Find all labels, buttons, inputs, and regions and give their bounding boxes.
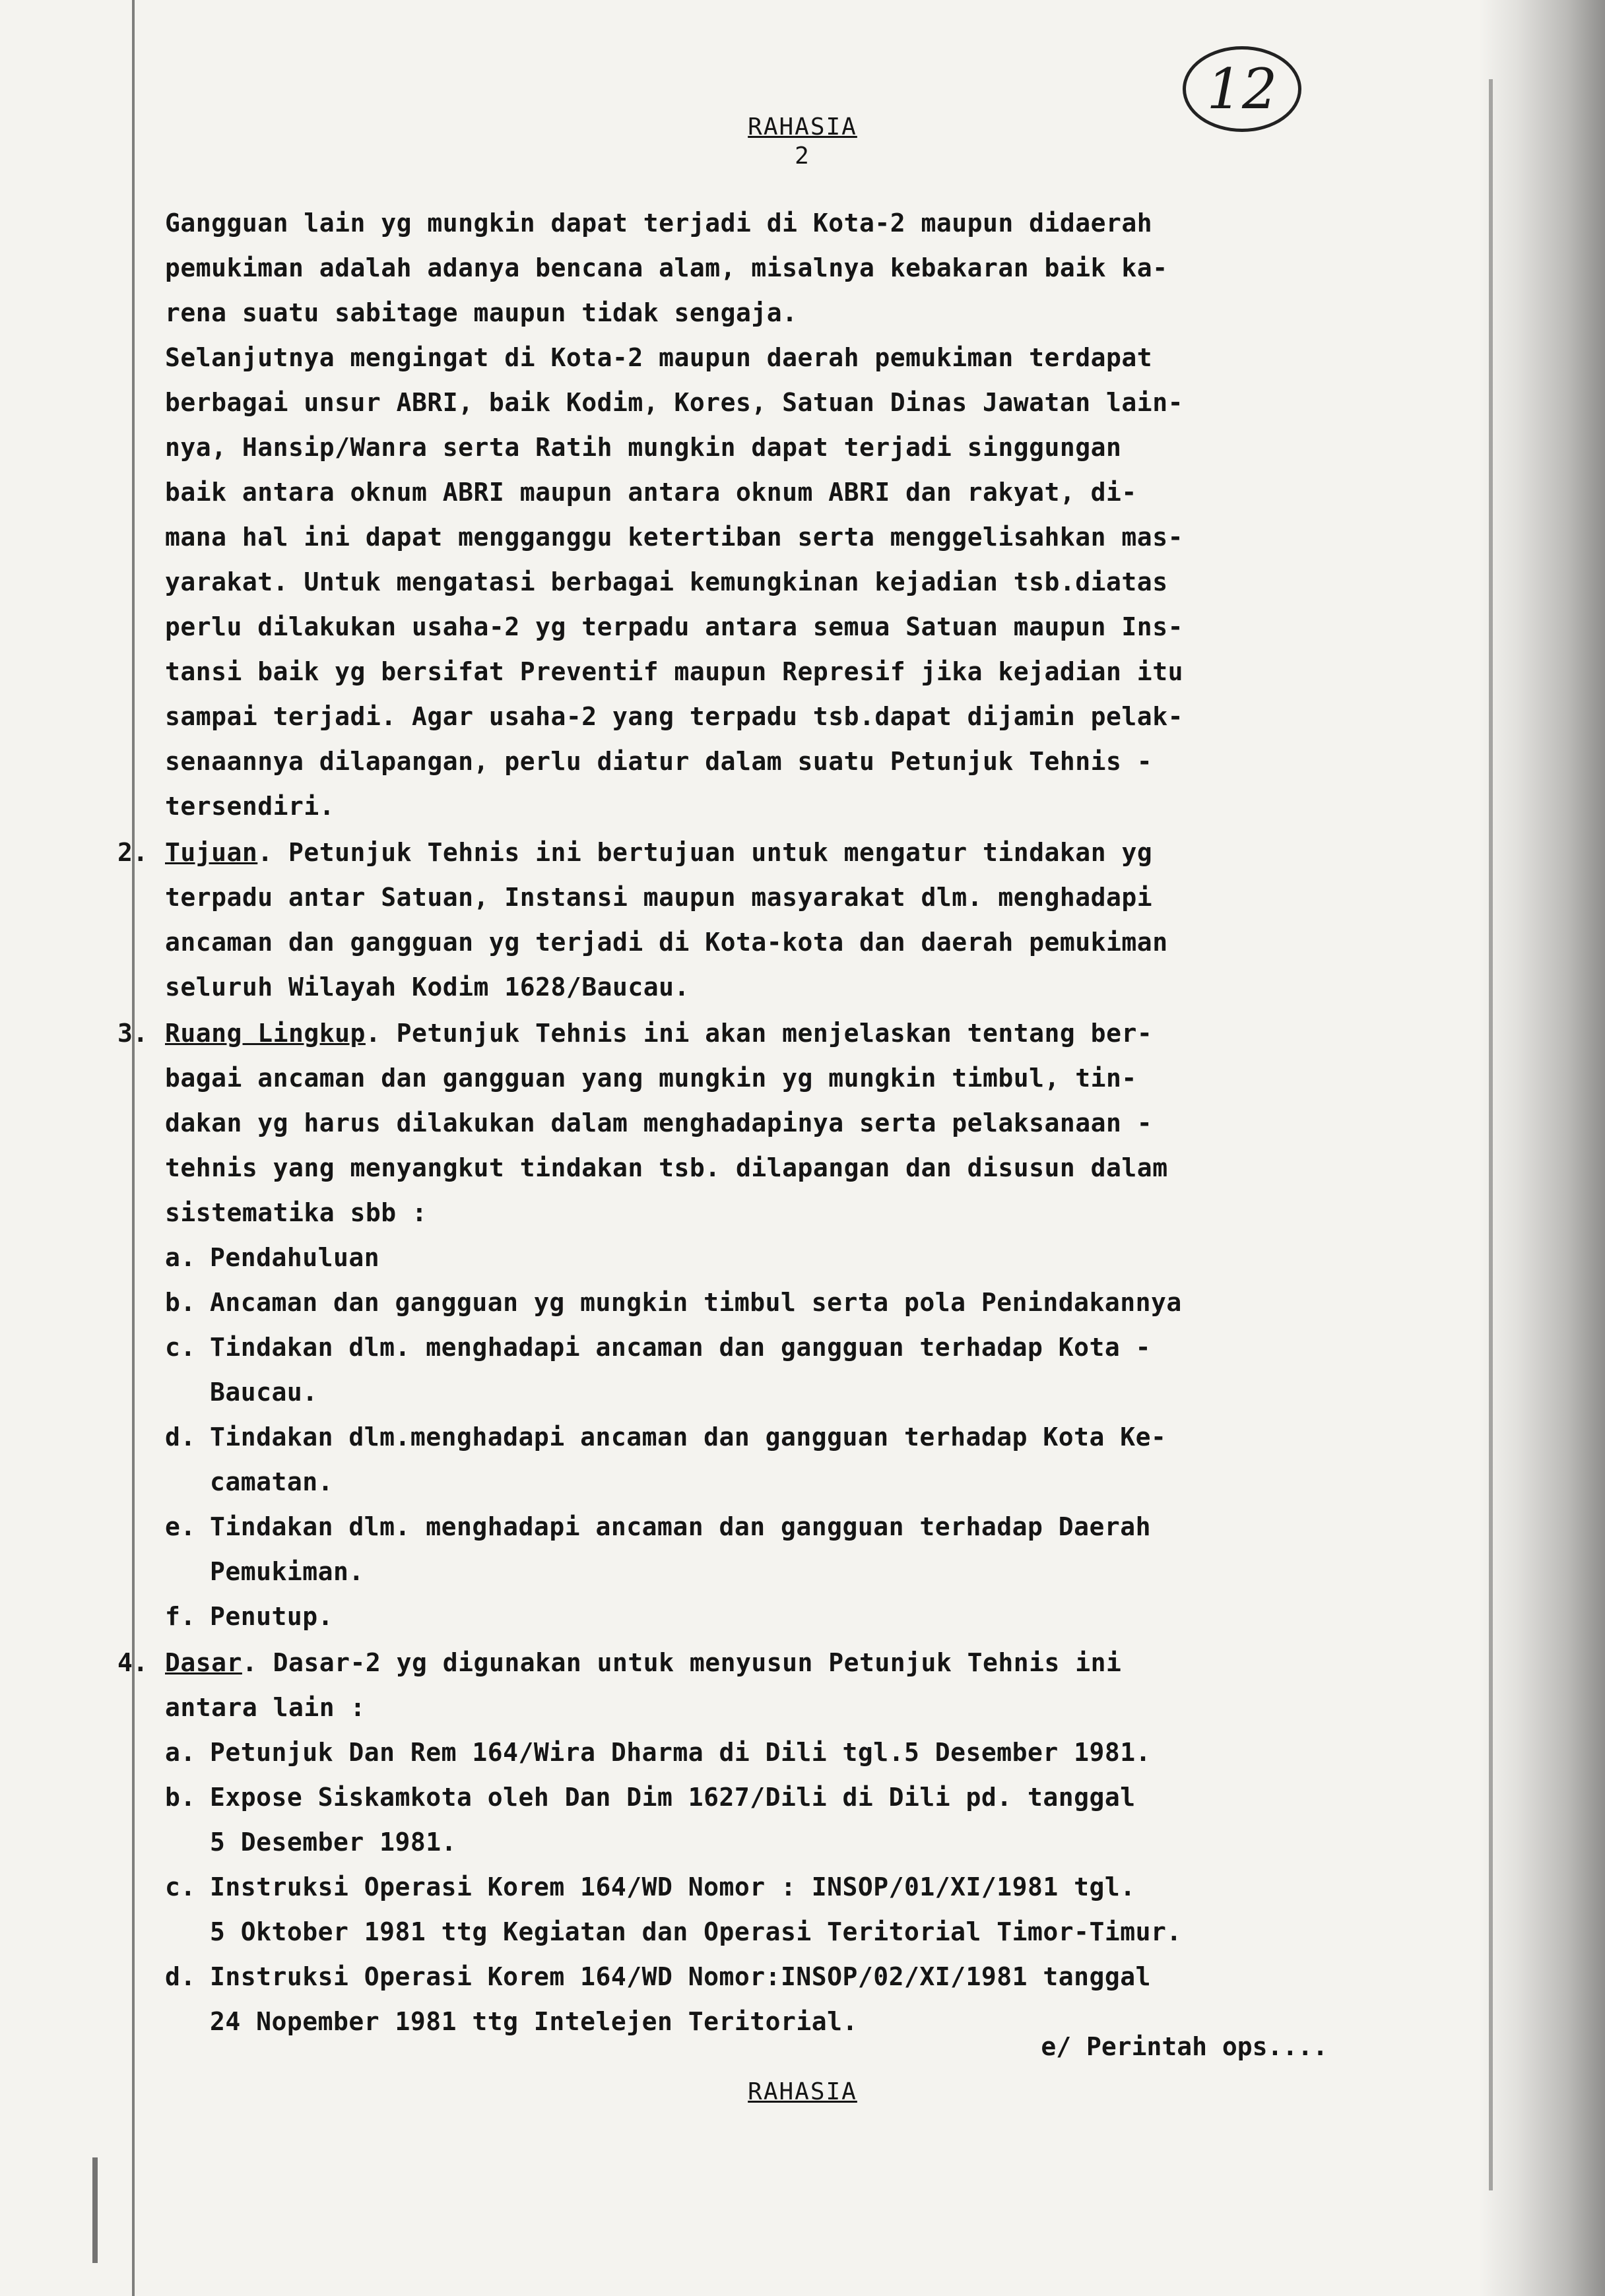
intro-line: Gangguan lain yg mungkin dapat terjadi di Kota-2 maupun didaerah xyxy=(165,208,1153,238)
left-margin-rule xyxy=(132,0,135,2296)
list-item: Tindakan dlm.menghadapi ancaman dan gangguan terhadap Kota Ke- xyxy=(210,1422,1167,1451)
list-item-letter: b. xyxy=(165,1783,196,1812)
list-item: Penutup. xyxy=(210,1602,334,1631)
list-item-letter: a. xyxy=(165,1243,196,1272)
section-line: . Petunjuk Tehnis ini akan menjelaskan tentang ber- xyxy=(365,1019,1153,1048)
list-item-letter: e. xyxy=(165,1512,196,1541)
section-title: Tujuan xyxy=(165,838,258,867)
intro-line: senaannya dilapangan, perlu diatur dalam suatu Petunjuk Tehnis - xyxy=(165,747,1153,776)
list-item-letter: d. xyxy=(165,1422,196,1451)
footer-classification: RAHASIA xyxy=(748,2078,857,2105)
list-item: Tindakan dlm. menghadapi ancaman dan gangguan terhadap Kota - xyxy=(210,1333,1152,1362)
list-item: Expose Siskamkota oleh Dan Dim 1627/Dili di Dili pd. tanggal xyxy=(210,1783,1136,1812)
list-item-letter: b. xyxy=(165,1288,196,1317)
header-classification: RAHASIA xyxy=(748,113,857,141)
list-item-continuation: 5 Oktober 1981 ttg Kegiatan dan Operasi Teritorial Timor-Timur. xyxy=(210,1917,1182,1946)
section-line: tehnis yang menyangkut tindakan tsb. dilapangan dan disusun dalam xyxy=(165,1153,1168,1182)
scan-edge-line xyxy=(1489,79,1493,2190)
section-line: dakan yg harus dilakukan dalam menghadapinya serta pelaksanaan - xyxy=(165,1108,1153,1137)
list-item: Instruksi Operasi Korem 164/WD Nomor : INSOP/01/XI/1981 tgl. xyxy=(210,1872,1136,1901)
section-line: terpadu antar Satuan, Instansi maupun masyarakat dlm. menghadapi xyxy=(165,883,1153,912)
intro-line: pemukiman adalah adanya bencana alam, misalnya kebakaran baik ka- xyxy=(165,253,1168,282)
handwritten-page-number: 12 xyxy=(1183,46,1301,132)
section-heading-line xyxy=(165,1649,1121,1676)
intro-line: nya, Hansip/Wanra serta Ratih mungkin dapat terjadi singgungan xyxy=(165,433,1122,462)
section-title: Dasar xyxy=(165,1648,242,1677)
section-number: 3. xyxy=(117,1019,148,1048)
list-item-letter: c. xyxy=(165,1333,196,1362)
list-item-letter: f. xyxy=(165,1602,196,1631)
section-line: . Petunjuk Tehnis ini bertujuan untuk mengatur tindakan yg xyxy=(257,838,1153,867)
list-item-letter: c. xyxy=(165,1872,196,1901)
list-item: Pendahuluan xyxy=(210,1243,380,1272)
section-heading-line xyxy=(165,839,1152,866)
list-item: Instruksi Operasi Korem 164/WD Nomor:INSOP/02/XI/1981 tanggal xyxy=(210,1962,1152,1991)
left-margin-mark xyxy=(92,2157,98,2263)
list-item-letter: d. xyxy=(165,1962,196,1991)
scan-edge-shadow xyxy=(1480,0,1605,2296)
section-line: sistematika sbb : xyxy=(165,1198,428,1227)
intro-line: Selanjutnya mengingat di Kota-2 maupun daerah pemukiman terdapat xyxy=(165,343,1153,372)
section-line: bagai ancaman dan gangguan yang mungkin yg mungkin timbul, tin- xyxy=(165,1064,1137,1093)
list-item: Petunjuk Dan Rem 164/Wira Dharma di Dili tgl.5 Desember 1981. xyxy=(210,1738,1152,1767)
intro-line: yarakat. Untuk mengatasi berbagai kemungkinan kejadian tsb.diatas xyxy=(165,567,1168,596)
list-item-continuation: 24 Nopember 1981 ttg Intelejen Teritorial. xyxy=(210,2007,858,2036)
section-line: seluruh Wilayah Kodim 1628/Baucau. xyxy=(165,973,690,1002)
section-line: . Dasar-2 yg digunakan untuk menyusun Petunjuk Tehnis ini xyxy=(242,1648,1122,1677)
intro-line: perlu dilakukan usaha-2 yg terpadu antara semua Satuan maupun Ins- xyxy=(165,612,1183,641)
header-page-number: 2 xyxy=(795,143,810,170)
section-heading-line xyxy=(165,1020,1152,1046)
list-item-continuation: Baucau. xyxy=(210,1378,318,1407)
section-title: Ruang Lingkup xyxy=(165,1019,366,1048)
intro-line: sampai terjadi. Agar usaha-2 yang terpadu tsb.dapat dijamin pelak- xyxy=(165,702,1183,731)
section-line: antara lain : xyxy=(165,1693,366,1722)
list-item: Tindakan dlm. menghadapi ancaman dan gangguan terhadap Daerah xyxy=(210,1512,1152,1541)
list-item-letter: a. xyxy=(165,1738,196,1767)
section-number: 4. xyxy=(117,1648,148,1677)
list-item: Ancaman dan gangguan yg mungkin timbul serta pola Penindakannya xyxy=(210,1288,1182,1317)
section-line: ancaman dan gangguan yg terjadi di Kota-kota dan daerah pemukiman xyxy=(165,928,1168,957)
intro-line: baik antara oknum ABRI maupun antara oknum ABRI dan rakyat, di- xyxy=(165,478,1137,507)
intro-line: tersendiri. xyxy=(165,792,335,821)
list-item-continuation: Pemukiman. xyxy=(210,1557,364,1586)
intro-line: tansi baik yg bersifat Preventif maupun Represif jika kejadian itu xyxy=(165,657,1183,686)
list-item-continuation: camatan. xyxy=(210,1467,334,1496)
section-number: 2. xyxy=(117,838,148,867)
intro-line: berbagai unsur ABRI, baik Kodim, Kores, Satuan Dinas Jawatan lain- xyxy=(165,388,1183,417)
continuation-marker: e/ Perintah ops.... xyxy=(1041,2032,1328,2061)
intro-line: mana hal ini dapat mengganggu ketertiban serta menggelisahkan mas- xyxy=(165,523,1183,552)
list-item-continuation: 5 Desember 1981. xyxy=(210,1828,457,1857)
intro-line: rena suatu sabitage maupun tidak sengaja. xyxy=(165,298,798,327)
